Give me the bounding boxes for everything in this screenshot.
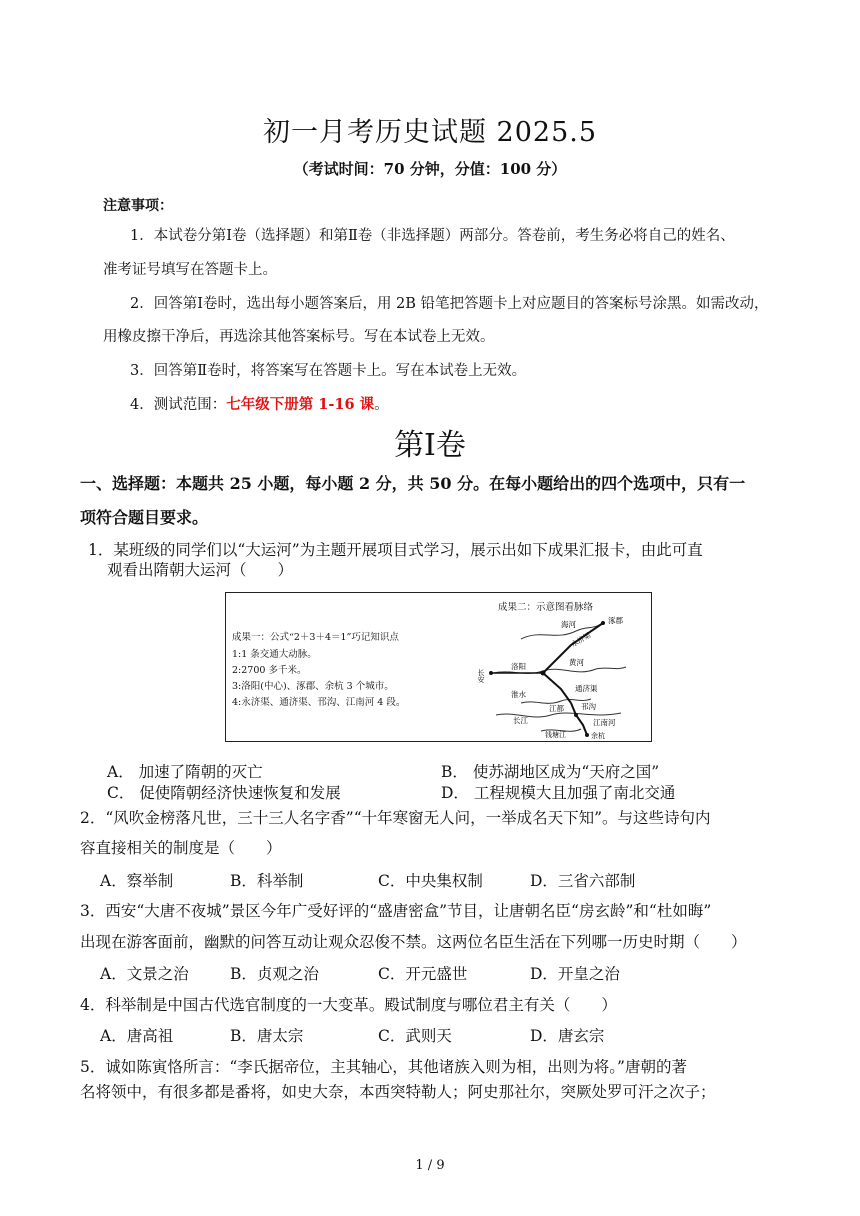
map-label-qiantangjiang: 钱塘江 — [545, 731, 566, 739]
q4-option-a[interactable]: A．唐高祖 — [100, 1027, 174, 1045]
jiangnanhe-canal — [576, 715, 587, 735]
q1-stem-line-2: 观看出隋朝大运河（ ） — [107, 561, 294, 579]
part-1-instruction-line-2: 项符合题目要求。 — [80, 508, 209, 527]
card-left-item: 3:洛阳(中心)、涿郡、余杭 3 个城市。 — [232, 681, 394, 692]
page-number: 1 / 9 — [415, 1158, 445, 1173]
q3-option-c[interactable]: C．开元盛世 — [378, 965, 468, 983]
map-label-huaishui: 淮水 — [511, 690, 526, 699]
q2-option-b[interactable]: B．科举制 — [230, 872, 304, 890]
q1-stem-line-1: 1．某班级的同学们以“大运河”为主题开展项目式学习，展示出如下成果汇报卡，由此可直 — [88, 541, 703, 559]
q3-option-d[interactable]: D．开皇之治 — [530, 965, 620, 983]
zhuojun-dot — [601, 621, 605, 625]
notice-item-1-line-1: 1．本试卷分第Ⅰ卷（选择题）和第Ⅱ卷（非选择题）两部分。答卷前，考生务必将自己的姓名、 — [130, 228, 735, 244]
q2-option-c[interactable]: C．中央集权制 — [378, 872, 483, 890]
section-title: 第Ⅰ卷 — [394, 428, 466, 463]
map-label-changjiang: 长江 — [513, 716, 528, 725]
q2-option-a[interactable]: A．察举制 — [100, 872, 174, 890]
map-label-huanghe: 黄河 — [569, 658, 584, 667]
notice-item-1-line-2: 准考证号填写在答题卡上。 — [103, 262, 277, 278]
q3-option-a[interactable]: A．文景之治 — [100, 965, 189, 983]
q1-option-b[interactable]: B． 使苏湖地区成为“天府之国” — [441, 763, 660, 781]
q1-option-c[interactable]: C． 促使隋朝经济快速恢复和发展 — [107, 784, 341, 802]
yuhang-dot — [585, 733, 589, 737]
map-label-luoyang: 洛阳 — [511, 662, 526, 671]
notice-heading: 注意事项： — [103, 198, 173, 214]
part-1-instruction-line-1: 一、选择题：本题共 25 小题，每小题 2 分，共 50 分。在每小题给出的四个选项中，只有一 — [80, 474, 746, 493]
card-left-item: 2:2700 多千米。 — [232, 665, 307, 676]
notice-item-3: 3．回答第Ⅱ卷时，将答案写在答题卡上。写在本试卷上无效。 — [130, 363, 527, 379]
map-label-zhuojun: 涿郡 — [608, 616, 623, 625]
card-left-item: 1:1 条交通大动脉。 — [232, 649, 317, 660]
changan-dot — [489, 671, 493, 675]
card-left-item: 4:永济渠、通济渠、邗沟、江南河 4 段。 — [232, 697, 406, 708]
notice-item-4-scope: 七年级下册第 1-16 课 — [226, 396, 375, 413]
map-label-hangou: 邗沟 — [581, 702, 596, 711]
map-label-yongjiqu: 永济渠 — [570, 631, 593, 649]
jiangdu-dot — [574, 713, 578, 717]
notice-item-4-suffix: 。 — [374, 397, 389, 413]
map-label-haihe: 海河 — [561, 620, 576, 629]
map-label-changan: 长安 — [477, 669, 485, 683]
q3-option-b[interactable]: B．贞观之治 — [230, 965, 319, 983]
q3-stem-line-1: 3．西安“大唐不夜城”景区今年广受好评的“盛唐密盒”节目，让唐朝名臣“房玄龄”和“杜如晦” — [80, 902, 712, 920]
q2-stem-line-2: 容直接相关的制度是（ ） — [80, 839, 282, 857]
q1-option-a[interactable]: A． 加速了隋朝的灭亡 — [107, 763, 263, 781]
luoyang-dot — [541, 671, 546, 676]
notice-item-4 — [130, 395, 389, 415]
map-label-yuhang: 余杭 — [591, 732, 605, 740]
map-label-jiangdu: 江都 — [549, 704, 564, 713]
grand-canal-map — [477, 611, 649, 740]
map-label-jiangnanhe: 江南河 — [593, 718, 616, 727]
notice-item-4-prefix: 4．测试范围： — [130, 397, 227, 413]
q4-stem: 4．科举制是中国古代选官制度的一大变革。殿试制度与哪位君主有关（ ） — [80, 996, 617, 1014]
q2-stem-line-1: 2．“风吹金榜落凡世，三十三人名字香”“十年寒窗无人问，一举成名天下知”。与这些诗句内 — [80, 809, 711, 827]
tongjiqu-canal — [543, 673, 571, 703]
q4-option-b[interactable]: B．唐太宗 — [230, 1027, 304, 1045]
notice-item-2-line-2: 用橡皮擦干净后，再选涂其他答案标号。写在本试卷上无效。 — [103, 329, 495, 345]
q4-option-d[interactable]: D．唐玄宗 — [530, 1027, 605, 1045]
notice-item-2-line-1: 2．回答第Ⅰ卷时，选出每小题答案后，用 2B 铅笔把答题卡上对应题目的答案标号涂黑。如需改动， — [130, 296, 769, 312]
card-left-title: 成果一：公式“2＋3＋4＝1”巧记知识点 — [232, 632, 399, 643]
q2-option-d[interactable]: D．三省六部制 — [530, 872, 636, 890]
q1-option-d[interactable]: D． 工程规模大且加强了南北交通 — [441, 784, 676, 802]
q5-stem-line-1: 5．诚如陈寅恪所言：“李氏据帝位，主其轴心，其他诸族入则为相，出则为将。”唐朝的著 — [80, 1058, 687, 1076]
map-label-tongjiqu: 通济渠 — [575, 684, 598, 693]
exam-title: 初一月考历史试题 2025.5 — [262, 117, 598, 148]
q4-option-c[interactable]: C．武则天 — [378, 1027, 452, 1045]
exam-subtitle: （考试时间：70 分钟，分值：100 分） — [293, 160, 567, 178]
grand-canal-report-card — [225, 592, 652, 742]
q3-stem-line-2: 出现在游客面前，幽默的问答互动让观众忍俊不禁。这两位名臣生活在下列哪一历史时期（ ） — [80, 933, 747, 951]
q5-stem-line-2: 名将领中，有很多都是番将，如史大奈，本西突特勒人；阿史那社尔，突厥处罗可汗之次子； — [80, 1083, 716, 1101]
card-right-title: 成果二：示意图看脉络 — [498, 602, 594, 613]
